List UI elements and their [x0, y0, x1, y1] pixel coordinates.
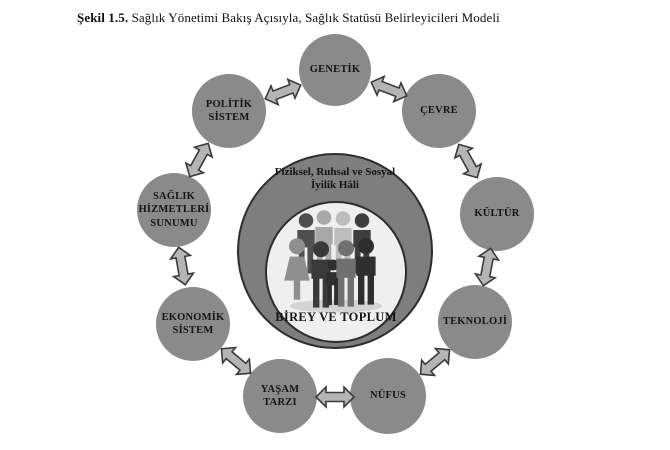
node-teknoloji-label: TEKNOLOJİ: [442, 316, 508, 328]
node-cevre-label: ÇEVRE: [420, 105, 458, 117]
arrow-kultur-teknoloji: [474, 246, 501, 287]
center-core-label: BİREY VE TOPLUM: [275, 310, 397, 324]
figure-title: Sağlık Yönetimi Bakış Açısıyla, Sağlık Statüsü Belirleyicileri Modeli: [131, 10, 500, 25]
node-kultur-label: KÜLTÜR: [474, 208, 520, 220]
wellbeing-line2: İyilik Hâli: [311, 179, 359, 192]
arrow-politik-genetik: [262, 76, 305, 108]
node-yasam-tarzi-label: YAŞAM TARZI: [260, 383, 300, 408]
figure-number: Şekil 1.5.: [77, 10, 129, 25]
node-nufus-label: NÜFUS: [369, 390, 406, 402]
node-ekonomik-sistem-label: EKONOMİK SİSTEM: [161, 311, 225, 336]
node-saglik-hizmetleri-label: SAĞLIK HİZMETLERİ SUNUMU: [138, 191, 210, 229]
wellbeing-line1: Fiziksel, Ruhsal ve Sosyal: [274, 166, 396, 178]
arrow-ekonomik-saglik: [169, 246, 195, 287]
center-wellbeing-text: [265, 166, 405, 192]
node-politik-sistem-label: POLİTİK SİSTEM: [205, 98, 253, 123]
arrow-nufus-yasam: [316, 387, 354, 407]
node-genetik-label: GENETİK: [309, 64, 361, 76]
